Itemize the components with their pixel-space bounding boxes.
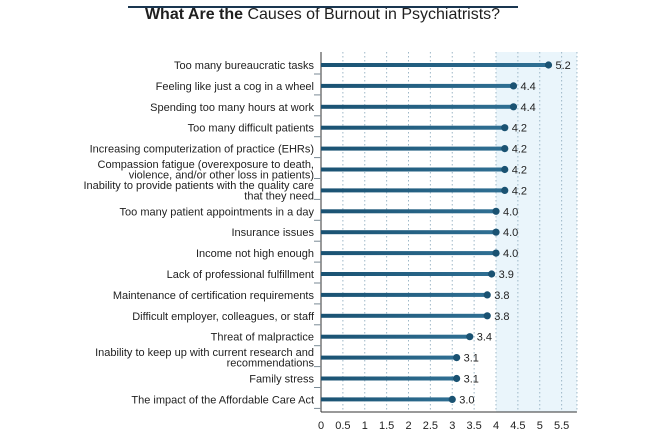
bar-marker-15 xyxy=(453,375,460,382)
category-label-10: Lack of professional fulfillment xyxy=(166,269,314,281)
category-label-11: Maintenance of certification requirements xyxy=(112,289,314,302)
value-label-6: 4.2 xyxy=(511,185,528,198)
bar-marker-2 xyxy=(510,103,517,110)
category-label-3: Too many difficult patients xyxy=(187,122,314,135)
bar-16 xyxy=(321,397,452,401)
bar-marker-13 xyxy=(466,333,473,340)
bar-7 xyxy=(321,209,496,213)
bar-12 xyxy=(321,314,487,318)
bar-marker-1 xyxy=(510,82,517,89)
bar-14 xyxy=(321,356,457,360)
category-label-5-line-0: Compassion fatigue (overexposure to death, xyxy=(97,159,314,171)
bar-15 xyxy=(321,377,457,381)
bar-8 xyxy=(321,230,496,234)
value-label-0: 5.2 xyxy=(555,60,571,72)
value-label-13: 3.4 xyxy=(476,331,493,344)
value-label-7: 4.0 xyxy=(503,206,519,219)
value-label-4: 4.2 xyxy=(511,143,528,156)
x-tick-label-5: 2.5 xyxy=(422,420,439,432)
category-label-13: Threat of malpractice xyxy=(210,331,314,344)
chart-title-bold: What Are the xyxy=(144,6,244,23)
value-label-12: 3.8 xyxy=(494,310,510,323)
bar-marker-8 xyxy=(492,229,499,236)
bar-13 xyxy=(321,335,470,339)
x-tick-label-8: 4 xyxy=(492,420,500,432)
value-label-14: 3.1 xyxy=(463,352,479,365)
bar-2 xyxy=(321,105,514,109)
bar-marker-14 xyxy=(453,354,460,361)
category-label-16: The impact of the Affordable Care Act xyxy=(131,394,314,407)
value-label-5: 4.2 xyxy=(511,164,528,177)
x-tick-label-6: 3 xyxy=(449,420,456,432)
bar-5 xyxy=(321,168,505,172)
value-label-1: 4.4 xyxy=(520,80,536,93)
category-label-14-line-0: Inability to keep up with current research and xyxy=(95,347,314,360)
x-tick-label-1: 0.5 xyxy=(335,420,351,432)
category-label-8: Insurance issues xyxy=(231,227,314,240)
category-label-2: Spending too many hours at work xyxy=(150,101,314,114)
value-label-11: 3.8 xyxy=(494,289,510,302)
x-tick-label-2: 1 xyxy=(361,420,368,432)
x-tick-label-4: 2 xyxy=(405,420,412,432)
bar-11 xyxy=(321,293,487,297)
category-label-4: Increasing computerization of practice (EHRs) xyxy=(89,143,314,156)
bar-0 xyxy=(321,63,549,67)
bar-marker-9 xyxy=(492,250,499,257)
x-tick-label-10: 5 xyxy=(536,420,543,432)
bar-6 xyxy=(321,188,505,192)
category-label-7: Too many patient appointments in a day xyxy=(119,206,314,219)
x-tick-label-9: 4.5 xyxy=(510,420,526,432)
bar-1 xyxy=(321,84,514,88)
bar-marker-4 xyxy=(501,145,508,152)
bar-marker-0 xyxy=(545,61,552,68)
x-tick-label-7: 3.5 xyxy=(466,420,482,432)
value-label-3: 4.2 xyxy=(511,122,528,135)
bar-marker-6 xyxy=(501,187,508,194)
category-label-6-line-1: that they need xyxy=(244,190,314,203)
category-label-5-line-1: violence, and/or other loss in patients) xyxy=(128,169,314,182)
value-label-15: 3.1 xyxy=(463,373,479,386)
value-label-9: 4.0 xyxy=(503,248,519,261)
bar-marker-5 xyxy=(501,166,508,173)
chart-title-rest: Causes of Burnout in Psychiatrists? xyxy=(243,6,501,23)
value-label-16: 3.0 xyxy=(459,394,475,407)
bar-9 xyxy=(321,251,496,255)
category-label-0: Too many bureaucratic tasks xyxy=(173,60,314,72)
bar-10 xyxy=(321,272,492,276)
value-label-8: 4.0 xyxy=(503,227,519,240)
value-label-2: 4.4 xyxy=(520,101,536,114)
category-label-12: Difficult employer, colleagues, or staff xyxy=(132,310,314,323)
x-tick-label-0: 0 xyxy=(317,420,325,432)
category-label-15: Family stress xyxy=(249,373,314,386)
bar-marker-16 xyxy=(449,396,456,403)
x-tick-label-3: 1.5 xyxy=(378,420,395,432)
bar-marker-10 xyxy=(488,270,495,277)
category-label-1: Feeling like just a cog in a wheel xyxy=(155,80,314,93)
value-label-10: 3.9 xyxy=(498,269,514,281)
category-label-14-line-1: recommendations xyxy=(226,357,314,370)
bar-marker-12 xyxy=(484,312,491,319)
category-label-9: Income not high enough xyxy=(195,248,314,261)
bar-3 xyxy=(321,126,505,130)
bar-marker-7 xyxy=(492,208,499,215)
bar-marker-11 xyxy=(484,291,491,298)
category-label-6-line-0: Inability to provide patients with the quality care xyxy=(83,179,314,192)
bar-marker-3 xyxy=(501,124,508,131)
x-tick-label-11: 5.5 xyxy=(553,420,570,432)
bar-4 xyxy=(321,147,505,151)
